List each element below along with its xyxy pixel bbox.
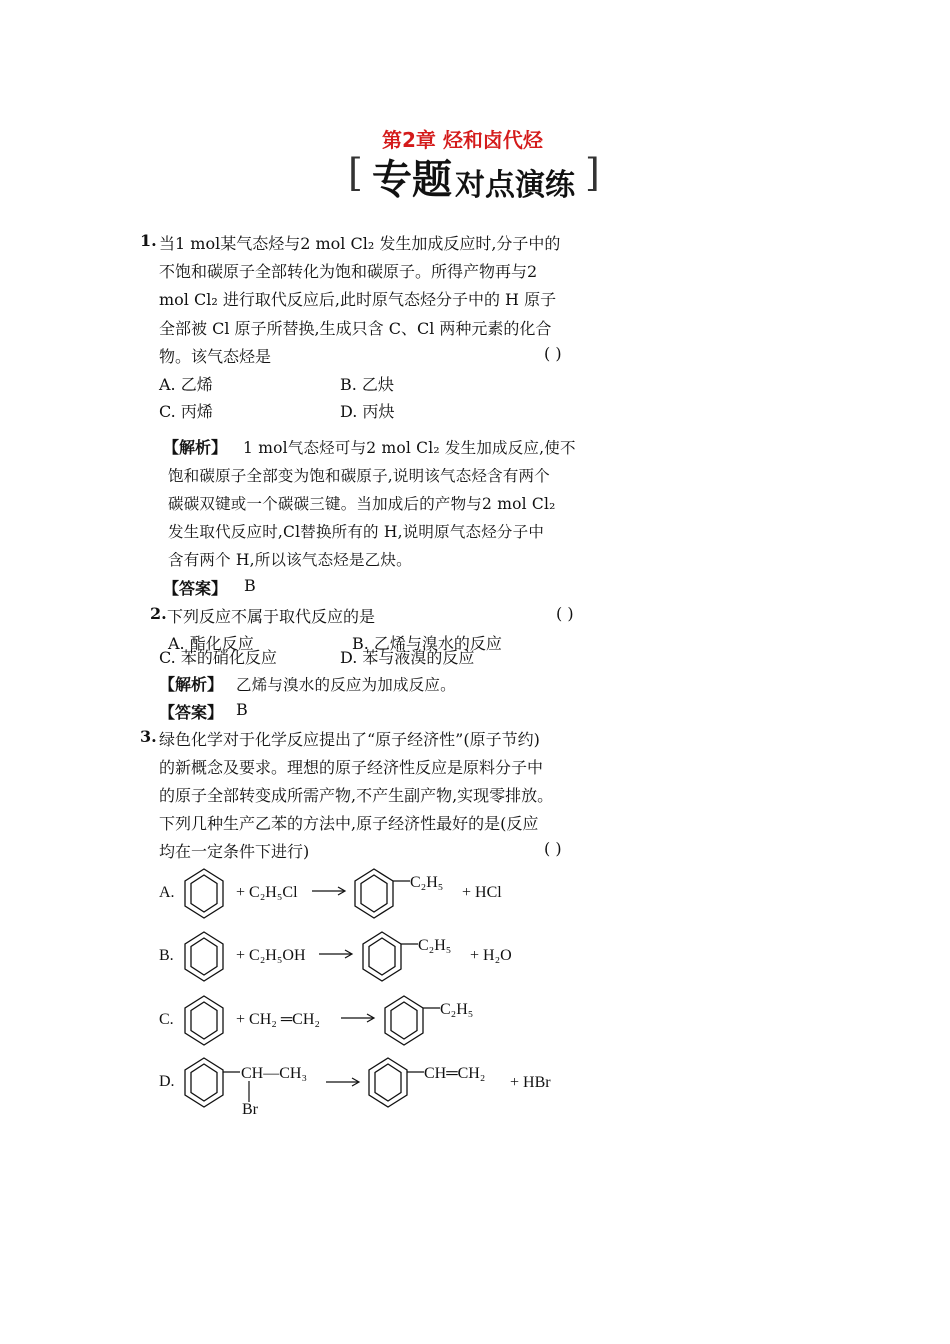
q3-line-3: 的原子全部转变成所需产物,不产生副产物,实现零排放。 bbox=[159, 786, 554, 805]
q1-line-2: 不饱和碳原子全部转化为饱和碳原子。所得产物再与2 bbox=[159, 262, 538, 281]
q1-line-5: 物。该气态烃是 bbox=[159, 347, 272, 366]
question-3-number: 3. bbox=[140, 727, 157, 746]
q1-explanation-line-3: 碳碳双键或一个碳碳三键。当加成后的产物与2 mol Cl₂ bbox=[168, 495, 556, 513]
q3-line-4: 下列几种生产乙苯的方法中,原子经济性最好的是(反应 bbox=[159, 814, 539, 833]
q2-answer-tag: 【答案】 bbox=[159, 703, 224, 722]
benzene-ring-icon bbox=[182, 867, 226, 921]
q3-option-b-reagent: + C₂H₅OH bbox=[236, 947, 306, 964]
q3-option-b-substituent: C₂H₅ bbox=[418, 937, 452, 954]
chapter-title: 第2章 烃和卤代烃 bbox=[382, 128, 543, 152]
reaction-arrow-icon bbox=[340, 1011, 376, 1025]
q2-option-c: C. 苯的硝化反应 bbox=[159, 648, 277, 667]
q3-option-a-substituent: C₂H₅ bbox=[410, 874, 444, 891]
q1-explanation-tag: 【解析】 bbox=[163, 438, 228, 457]
benzene-ring-icon bbox=[352, 867, 412, 921]
question-number: 1. bbox=[140, 231, 157, 250]
q1-answer: B bbox=[244, 576, 256, 595]
q2-text: 下列反应不属于取代反应的是 bbox=[167, 607, 376, 626]
q1-explanation-line-5: 含有两个 H,所以该气态烃是乙炔。 bbox=[168, 551, 412, 569]
q3-line-1: 绿色化学对于化学反应提出了“原子经济性”(原子节约) bbox=[159, 730, 540, 749]
banner-bracket-right: ] bbox=[585, 151, 600, 195]
q1-option-d: D. 丙炔 bbox=[340, 402, 395, 421]
q3-option-d-reactant-br: Br bbox=[242, 1101, 258, 1118]
q3-option-d-product-chain: CH═CH₂ bbox=[424, 1065, 486, 1082]
q3-option-c-substituent: C₂H₅ bbox=[440, 1001, 474, 1018]
benzene-ring-icon bbox=[182, 994, 226, 1048]
reaction-arrow-icon bbox=[325, 1075, 361, 1089]
q1-answer-tag: 【答案】 bbox=[163, 579, 228, 598]
q3-option-a-label: A. bbox=[159, 884, 175, 901]
question-2-number: 2. bbox=[150, 604, 167, 623]
q2-answer: B bbox=[236, 700, 248, 719]
banner-bracket-left: [ bbox=[348, 151, 363, 195]
reaction-arrow-icon bbox=[311, 884, 347, 898]
benzene-ring-icon bbox=[360, 930, 420, 984]
q1-line-3: mol Cl₂ 进行取代反应后,此时原气态烃分子中的 H 原子 bbox=[159, 290, 557, 309]
q3-answer-paren: ( ) bbox=[544, 839, 562, 858]
q1-line-4: 全部被 Cl 原子所替换,生成只含 C、Cl 两种元素的化合 bbox=[159, 319, 552, 338]
benzene-ring-icon bbox=[182, 930, 226, 984]
q1-option-c: C. 丙烯 bbox=[159, 402, 213, 421]
q3-option-a-byproduct: + HCl bbox=[462, 884, 502, 901]
q3-line-5: 均在一定条件下进行) bbox=[159, 842, 310, 861]
benzene-ring-icon bbox=[382, 994, 442, 1048]
q3-line-2: 的新概念及要求。理想的原子经济性反应是原料分子中 bbox=[159, 758, 544, 777]
q3-option-d-label: D. bbox=[159, 1073, 175, 1090]
q2-answer-paren: ( ) bbox=[556, 604, 574, 623]
q2-explanation: 乙烯与溴水的反应为加成反应。 bbox=[236, 676, 456, 694]
q1-explanation-line-4: 发生取代反应时,Cl替换所有的 H,说明原气态烃分子中 bbox=[168, 523, 545, 541]
q3-option-d-reactant-chain: CH—CH₃ bbox=[241, 1065, 308, 1082]
q3-option-b-label: B. bbox=[159, 947, 174, 964]
q3-option-d-byproduct: + HBr bbox=[510, 1074, 551, 1091]
q2-option-b: B. 乙烯与溴水的反应 bbox=[352, 634, 502, 653]
benzene-ring-icon bbox=[366, 1056, 426, 1110]
question-1 bbox=[140, 231, 157, 250]
q2-option-a: A. 酯化反应 bbox=[168, 634, 254, 653]
q3-option-a-reagent: + C₂H₅Cl bbox=[236, 884, 298, 901]
q1-explanation-line-2: 饱和碳原子全部变为饱和碳原子,说明该气态烃含有两个 bbox=[168, 467, 550, 485]
banner-big-text: 专题 bbox=[372, 157, 452, 203]
q3-option-b-byproduct: + H₂O bbox=[470, 947, 512, 964]
q2-explanation-tag: 【解析】 bbox=[159, 675, 224, 694]
q1-answer-paren: ( ) bbox=[544, 344, 562, 363]
q1-option-a: A. 乙烯 bbox=[159, 375, 213, 394]
q1-option-b: B. 乙炔 bbox=[340, 375, 394, 394]
q1-line-1: 当1 mol某气态烃与2 mol Cl₂ 发生加成反应时,分子中的 bbox=[159, 234, 561, 253]
q3-option-c-reagent: + CH₂ ═CH₂ bbox=[236, 1011, 320, 1028]
banner-small-text: 对点演练 bbox=[455, 168, 575, 203]
q3-option-c-label: C. bbox=[159, 1011, 174, 1028]
q2-option-d: D. 苯与液溴的反应 bbox=[340, 648, 475, 667]
q1-explanation-line-1: 1 mol气态烃可与2 mol Cl₂ 发生加成反应,使不 bbox=[243, 439, 576, 457]
reaction-arrow-icon bbox=[318, 947, 354, 961]
